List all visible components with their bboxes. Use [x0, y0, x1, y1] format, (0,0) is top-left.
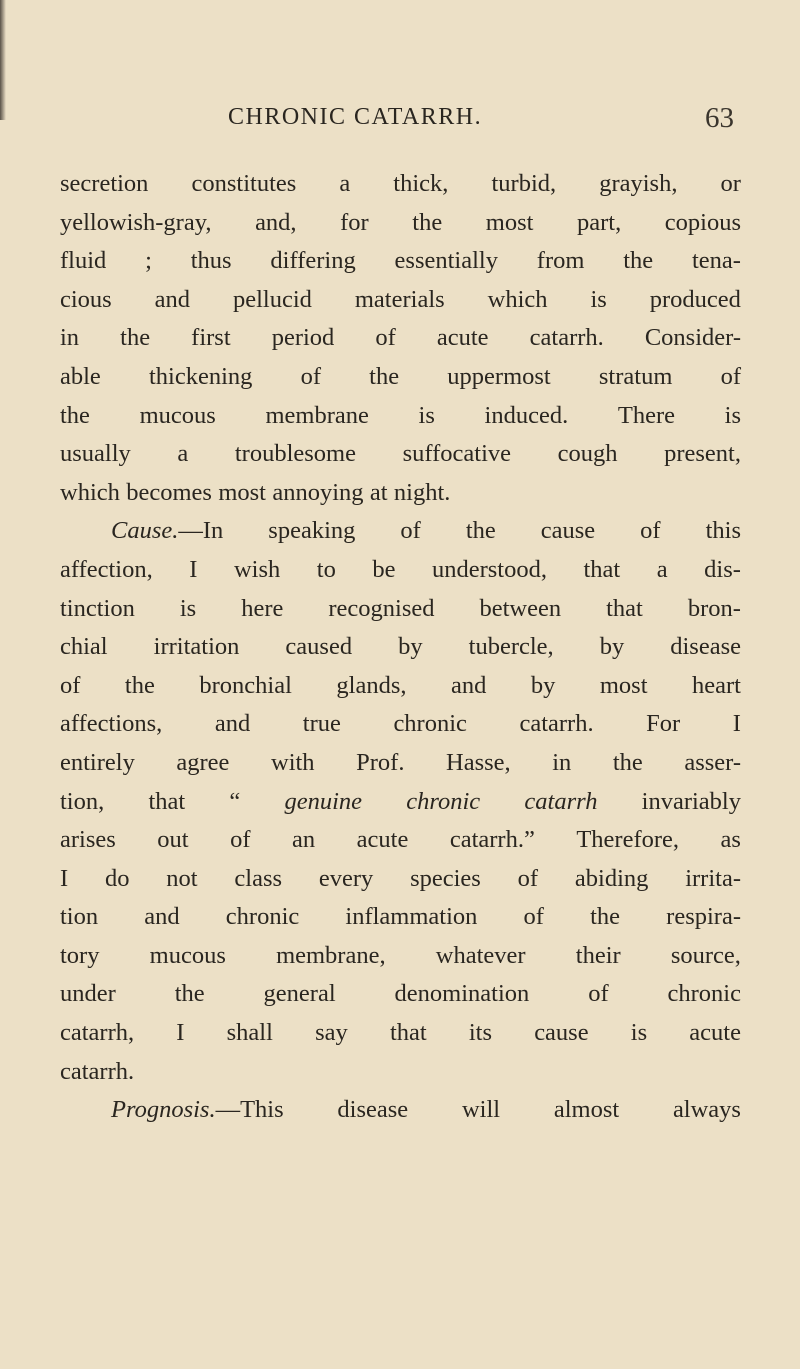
text-line — [60, 744, 741, 783]
word: species — [410, 864, 481, 892]
text-line — [60, 860, 741, 899]
word: membrane, — [276, 941, 386, 969]
word: that — [606, 594, 643, 622]
word: speaking — [268, 517, 356, 545]
word: general — [263, 980, 336, 1008]
heading-word-group — [111, 512, 223, 551]
word: irrita- — [685, 864, 741, 892]
word: present, — [664, 440, 741, 468]
word: in — [60, 324, 80, 352]
word: cause — [534, 1019, 589, 1047]
word: chial — [60, 633, 108, 661]
word: catarrh. — [529, 324, 604, 352]
word: catarrh.” — [449, 826, 535, 854]
word: true — [302, 710, 341, 738]
word: secretion — [60, 170, 149, 197]
text-line — [60, 590, 741, 629]
word: able — [60, 362, 101, 390]
word: understood, — [431, 555, 547, 583]
word: and — [450, 671, 487, 699]
word: of — [517, 864, 539, 892]
word: materials — [354, 285, 445, 313]
word: tubercle, — [468, 633, 554, 661]
word: entirely — [60, 748, 135, 776]
word: most — [599, 671, 648, 699]
text-line — [60, 165, 741, 204]
word: membrane — [265, 401, 369, 429]
word: troublesome — [234, 440, 356, 468]
word: uppermost — [447, 362, 551, 390]
word: yellowish-gray, — [60, 208, 212, 236]
word: catarrh. — [60, 1057, 135, 1085]
text-line — [60, 975, 741, 1014]
word: mucous — [139, 401, 216, 429]
word: catarrh — [524, 787, 598, 815]
text-line — [60, 937, 741, 976]
word: For — [646, 710, 681, 738]
word: or — [720, 170, 741, 197]
word: cious — [60, 285, 112, 313]
word: asser- — [684, 748, 741, 776]
run-in-heading: Cause. — [111, 517, 179, 545]
word: stratum — [598, 362, 673, 390]
word: of — [400, 517, 421, 545]
word: I — [189, 555, 198, 583]
word: always — [672, 1096, 741, 1124]
word: inflammation — [345, 903, 478, 931]
word: cause — [540, 517, 596, 545]
word: do — [104, 864, 130, 892]
word: the — [369, 362, 400, 390]
word: Therefore, — [576, 826, 680, 854]
word: tinction — [60, 594, 135, 622]
word: affection, — [60, 555, 153, 583]
word: night. — [393, 478, 451, 506]
word: and — [144, 903, 180, 931]
word: ; — [145, 247, 152, 275]
text-line — [60, 242, 741, 281]
word: bron- — [687, 594, 741, 622]
word: recognised — [328, 594, 435, 622]
text-line — [60, 319, 741, 358]
word: denomination — [394, 980, 530, 1008]
word: affections, — [60, 710, 163, 738]
word: that — [148, 787, 186, 815]
word: cough — [557, 440, 618, 468]
word: glands, — [336, 671, 407, 699]
word: whatever — [435, 941, 526, 969]
text-line — [60, 1091, 741, 1130]
word: tion — [60, 903, 99, 931]
word: thick, — [393, 170, 449, 197]
word: heart — [692, 671, 741, 699]
word: and, — [255, 208, 297, 236]
page-binding-shadow — [0, 0, 6, 120]
word: bronchial — [199, 671, 292, 699]
body-text — [60, 165, 741, 1130]
word: disease — [337, 1096, 409, 1124]
word: from — [536, 247, 585, 275]
word: by — [599, 633, 625, 661]
word: suffocative — [402, 440, 512, 468]
word: “ — [229, 787, 241, 815]
word: induced. — [484, 401, 569, 429]
word: pellucid — [233, 285, 312, 313]
word: that — [583, 555, 621, 583]
word: constitutes — [191, 170, 297, 197]
word: chronic — [393, 710, 467, 738]
text-line — [60, 358, 741, 397]
word: I — [60, 864, 69, 892]
word: and — [154, 285, 191, 313]
word: is — [590, 285, 607, 313]
word: arises — [60, 826, 116, 854]
word: first — [191, 324, 231, 352]
text-line — [60, 397, 741, 436]
word: a — [339, 170, 351, 197]
word: will — [461, 1096, 501, 1124]
word: is — [179, 594, 197, 622]
word: turbid, — [491, 170, 557, 197]
word: tory — [60, 941, 100, 969]
word: of — [640, 517, 661, 545]
word: I — [732, 710, 741, 738]
heading-word-group — [111, 1091, 284, 1130]
word: here — [241, 594, 284, 622]
text-line — [60, 512, 741, 551]
word: most — [485, 208, 534, 236]
word: which — [487, 285, 548, 313]
word: produced — [649, 285, 741, 313]
text-line — [60, 1014, 741, 1053]
word: Consider- — [644, 324, 741, 352]
text-line — [60, 204, 741, 243]
word: say — [315, 1019, 348, 1047]
word: is — [418, 401, 435, 429]
word: the — [60, 401, 90, 429]
word: to — [316, 555, 336, 583]
word: period — [271, 324, 335, 352]
word: grayish, — [599, 170, 678, 197]
word: every — [318, 864, 374, 892]
text-line — [60, 705, 741, 744]
word: agree — [176, 748, 230, 776]
word: in — [552, 748, 572, 776]
text-line — [60, 281, 741, 320]
word: acute — [356, 826, 409, 854]
word: of — [588, 980, 609, 1008]
word: with — [271, 748, 315, 776]
text-line — [60, 551, 741, 590]
word: annoying — [272, 478, 364, 506]
word: of — [300, 362, 321, 390]
word: between — [479, 594, 562, 622]
word: thus — [190, 247, 232, 275]
word: dis- — [704, 555, 741, 583]
word: class — [234, 864, 283, 892]
text-line — [60, 783, 741, 822]
word: that — [389, 1019, 427, 1047]
word: and — [214, 710, 251, 738]
text-line — [60, 667, 741, 706]
word: almost — [553, 1096, 620, 1124]
word: is — [724, 401, 741, 429]
word: their — [575, 941, 621, 969]
word: which — [60, 478, 120, 506]
word: the — [412, 208, 443, 236]
word: tion, — [60, 787, 105, 815]
word: chronic — [667, 980, 741, 1008]
word: essentially — [394, 247, 498, 275]
word: under — [60, 980, 116, 1008]
word: irritation — [153, 633, 240, 661]
word: at — [369, 478, 388, 506]
word: not — [166, 864, 198, 892]
word: the — [124, 671, 155, 699]
page-number: 63 — [705, 102, 734, 134]
word: the — [590, 903, 621, 931]
word: respira- — [666, 903, 741, 931]
word: usually — [60, 440, 131, 468]
word: of — [523, 903, 544, 931]
word: as — [720, 826, 741, 854]
word: disease — [670, 633, 741, 661]
run-in-heading: Prognosis. — [111, 1096, 216, 1124]
word: invariably — [641, 787, 741, 815]
word: of — [60, 671, 81, 699]
word: There — [617, 401, 675, 429]
text-line — [60, 821, 741, 860]
word: catarrh. — [519, 710, 594, 738]
word: the — [465, 517, 496, 545]
word: copious — [664, 208, 741, 236]
word: tena- — [692, 247, 741, 275]
word: thickening — [148, 362, 253, 390]
word: the — [612, 748, 643, 776]
text-line — [60, 1053, 741, 1092]
word: shall — [226, 1019, 273, 1047]
word: chronic — [406, 787, 481, 815]
text-line — [60, 628, 741, 667]
word: of — [230, 826, 251, 854]
word: genuine — [284, 787, 363, 815]
word: mucous — [149, 941, 226, 969]
word: the — [174, 980, 205, 1008]
word: differing — [270, 247, 356, 275]
run-in-heading-word: —This — [215, 1096, 284, 1124]
word: of — [375, 324, 396, 352]
word: this — [705, 517, 741, 545]
word: becomes — [126, 478, 212, 506]
word: for — [340, 208, 369, 236]
word: catarrh, — [60, 1019, 135, 1047]
word: of — [720, 362, 741, 390]
word: the — [623, 247, 654, 275]
word: the — [120, 324, 151, 352]
word: most — [218, 478, 266, 506]
word: I — [176, 1019, 185, 1047]
word: by — [530, 671, 556, 699]
word: an — [292, 826, 316, 854]
word: a — [177, 440, 189, 468]
text-line — [60, 435, 741, 474]
word: acute — [436, 324, 489, 352]
word: abiding — [574, 864, 649, 892]
text-line — [60, 474, 741, 513]
word: be — [372, 555, 396, 583]
word: its — [468, 1019, 493, 1047]
word: Prof. — [356, 748, 405, 776]
running-title: CHRONIC CATARRH. — [228, 104, 483, 130]
word: chronic — [225, 903, 300, 931]
running-header — [0, 104, 800, 144]
word: acute — [689, 1019, 741, 1047]
text-line — [60, 898, 741, 937]
word: Hasse, — [446, 748, 511, 776]
word: fluid — [60, 247, 107, 275]
word: part, — [576, 208, 622, 236]
word: wish — [233, 555, 281, 583]
word: by — [398, 633, 423, 661]
word: out — [157, 826, 189, 854]
run-in-heading-word: —In — [178, 517, 224, 545]
word: caused — [285, 633, 353, 661]
word: source, — [670, 941, 741, 969]
word: is — [630, 1019, 648, 1047]
word: a — [656, 555, 668, 583]
